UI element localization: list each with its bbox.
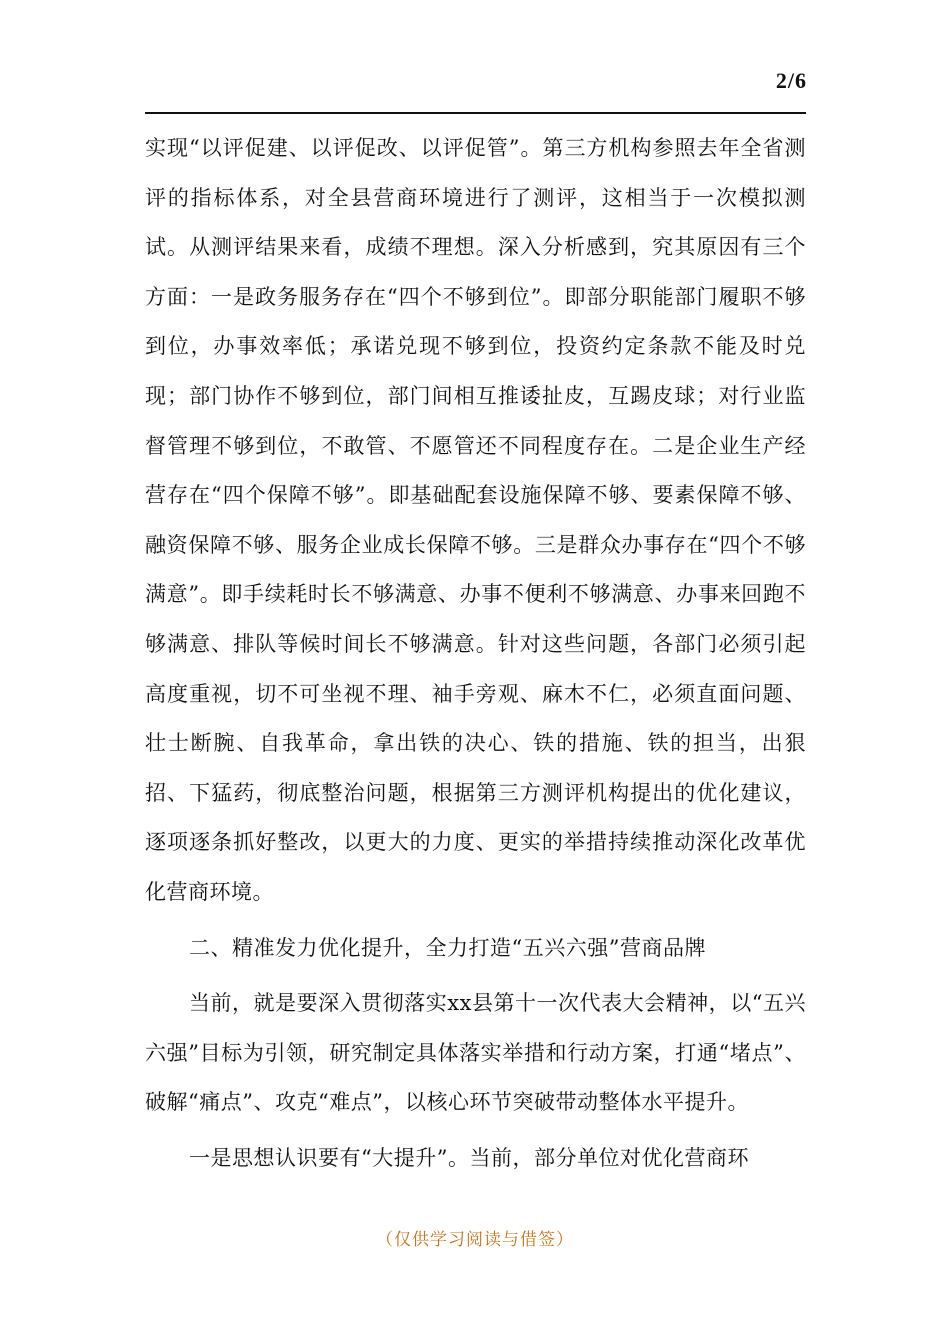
section-heading: 二、精准发力优化提升，全力打造“五兴六强”营商品牌 bbox=[189, 935, 706, 960]
paragraph-body-1: 实现“以评促建、以评促改、以评促管”。第三方机构参照去年全省测评的指标体系，对全县营商环境进行了测评，这相当于一次模拟测试。从测评结果来看，成绩不理想。深入分析感到，究其原因有三个方面：一是政务服务存在“四个不够到位”。即部分职能部门履职不够到位，办事效率低；承诺兑现不够到位，投资约定条款不能及时兑现；部门协作不够到位，部门间相互推诿扯皮，互踢皮球；对行业监督管理不够到位，不敢管、不愿管还不同程度存在。二是企业生产经营存在“四个保障不够”。即基础配套设施保障不够、要素保障不够、融资保障不够、服务企业成长保障不够。三是群众办事存在“四个不够满意”。即手续耗时长不够满意、办事不便利不够满意、办事来回跑不够满意、排队等候时间长不够满意。针对这些问题，各部门必须引起高度重视，切不可坐视不理、袖手旁观、麻木不仁，必须直面问题、壮士断腕、自我革命，拿出铁的决心、铁的措施、铁的担当，出狠招、下猛药，彻底整治问题，根据第三方测评机构提出的优化建议，逐项逐条抓好整改，以更大的力度、更实的举措持续推动深化改革优化营商环境。 bbox=[145, 136, 806, 904]
footer-note: （仅供学习阅读与借签） bbox=[376, 1230, 574, 1250]
paragraph-body-2: 当前，就是要深入贯彻落实xx县第十一次代表大会精神，以“五兴六强”目标为引领，研究制定具体落实举措和行动方案，打通“堵点”、破解“痛点”、攻克“难点”，以核心环节突破带动整体水平提升。 bbox=[145, 991, 806, 1115]
paragraph-body-3: 一是思想认识要有“大提升”。当前，部分单位对优化营商环 bbox=[189, 1145, 749, 1170]
header-rule bbox=[145, 112, 806, 114]
document-body bbox=[145, 124, 806, 1183]
page-number: 2/6 bbox=[775, 68, 807, 93]
